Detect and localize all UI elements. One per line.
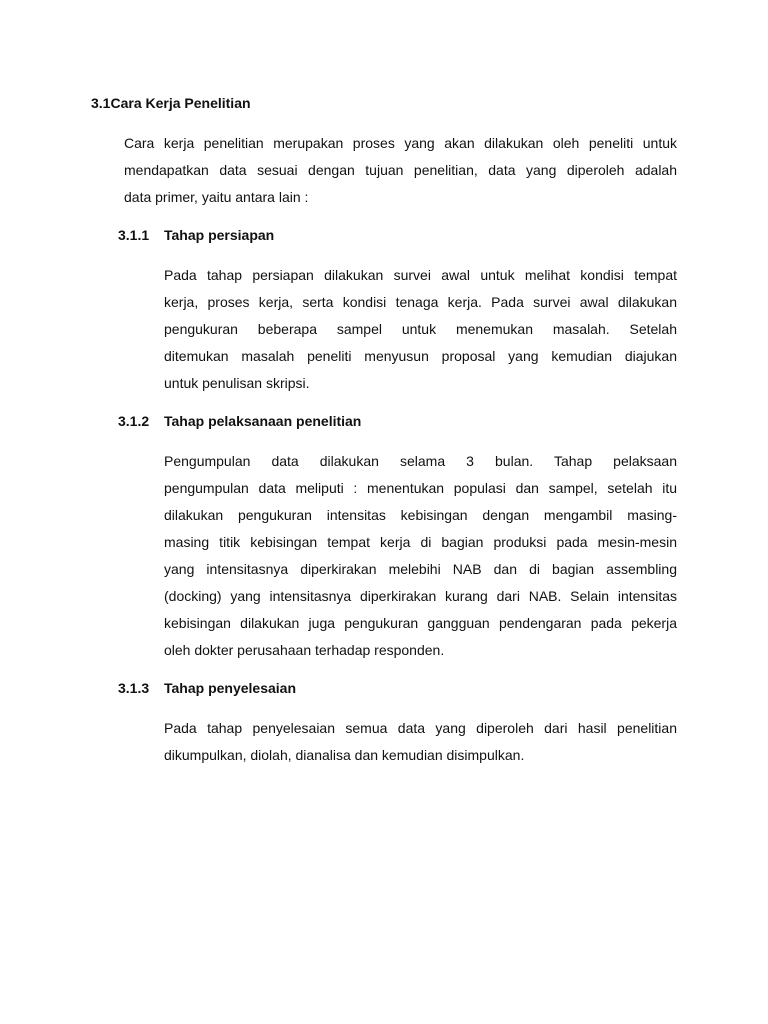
subsection-title: Tahap penyelesaian — [164, 680, 297, 696]
subsection-number: 3.1.2 — [118, 413, 150, 429]
subsection-number: 3.1.1 — [118, 227, 150, 243]
paragraph-line: mendapatkan data sesuai dengan tujuan penelitian, data yang diperoleh adalah — [124, 162, 677, 178]
subsection-heading — [118, 678, 296, 698]
paragraph-line: (docking) yang intensitasnya diperkirakan kurang dari NAB. Selain intensitas — [164, 588, 677, 604]
subsection-title: Tahap persiapan — [164, 227, 275, 243]
section-number: 3.1 — [91, 95, 111, 111]
paragraph-line: oleh dokter perusahaan terhadap responden. — [164, 642, 445, 658]
paragraph-line: Pada tahap persiapan dilakukan survei awal untuk melihat kondisi tempat — [164, 267, 677, 283]
paragraph-line: dikumpulkan, diolah, dianalisa dan kemudian disimpulkan. — [164, 747, 525, 763]
paragraph-line: kerja, proses kerja, serta kondisi tenaga kerja. Pada survei awal dilakukan — [164, 294, 677, 310]
paragraph-line: dilakukan pengukuran intensitas kebisingan dengan mengambil masing- — [164, 507, 677, 523]
subsection-paragraph — [164, 715, 677, 769]
paragraph-line: pengukuran beberapa sampel untuk menemukan masalah. Setelah — [164, 321, 677, 337]
subsection-heading — [118, 225, 274, 245]
subsection-number: 3.1.3 — [118, 680, 150, 696]
section-title: Cara Kerja Penelitian — [110, 95, 251, 111]
paragraph-line: masing titik kebisingan tempat kerja di bagian produksi pada mesin-mesin — [164, 534, 677, 550]
section-heading — [91, 93, 251, 113]
subsection-heading — [118, 411, 361, 431]
subsection-title: Tahap pelaksanaan penelitian — [164, 413, 362, 429]
paragraph-line: ditemukan masalah peneliti menyusun proposal yang kemudian diajukan — [164, 348, 677, 364]
paragraph-line: Pada tahap penyelesaian semua data yang diperoleh dari hasil penelitian — [164, 720, 677, 736]
paragraph-line: Cara kerja penelitian merupakan proses yang akan dilakukan oleh peneliti untuk — [124, 135, 677, 151]
paragraph-line: yang intensitasnya diperkirakan melebihi NAB dan di bagian assembling — [164, 561, 677, 577]
paragraph-line: Pengumpulan data dilakukan selama 3 bulan. Tahap pelaksaan — [164, 453, 677, 469]
subsection-paragraph — [164, 448, 677, 664]
subsection-paragraph — [164, 262, 677, 397]
paragraph-line: data primer, yaitu antara lain : — [124, 189, 309, 205]
paragraph-line: pengumpulan data meliputi : menentukan populasi dan sampel, setelah itu — [164, 480, 677, 496]
intro-paragraph — [124, 130, 677, 211]
paragraph-line: untuk penulisan skripsi. — [164, 375, 310, 391]
paragraph-line: kebisingan dilakukan juga pengukuran gangguan pendengaran pada pekerja — [164, 615, 677, 631]
